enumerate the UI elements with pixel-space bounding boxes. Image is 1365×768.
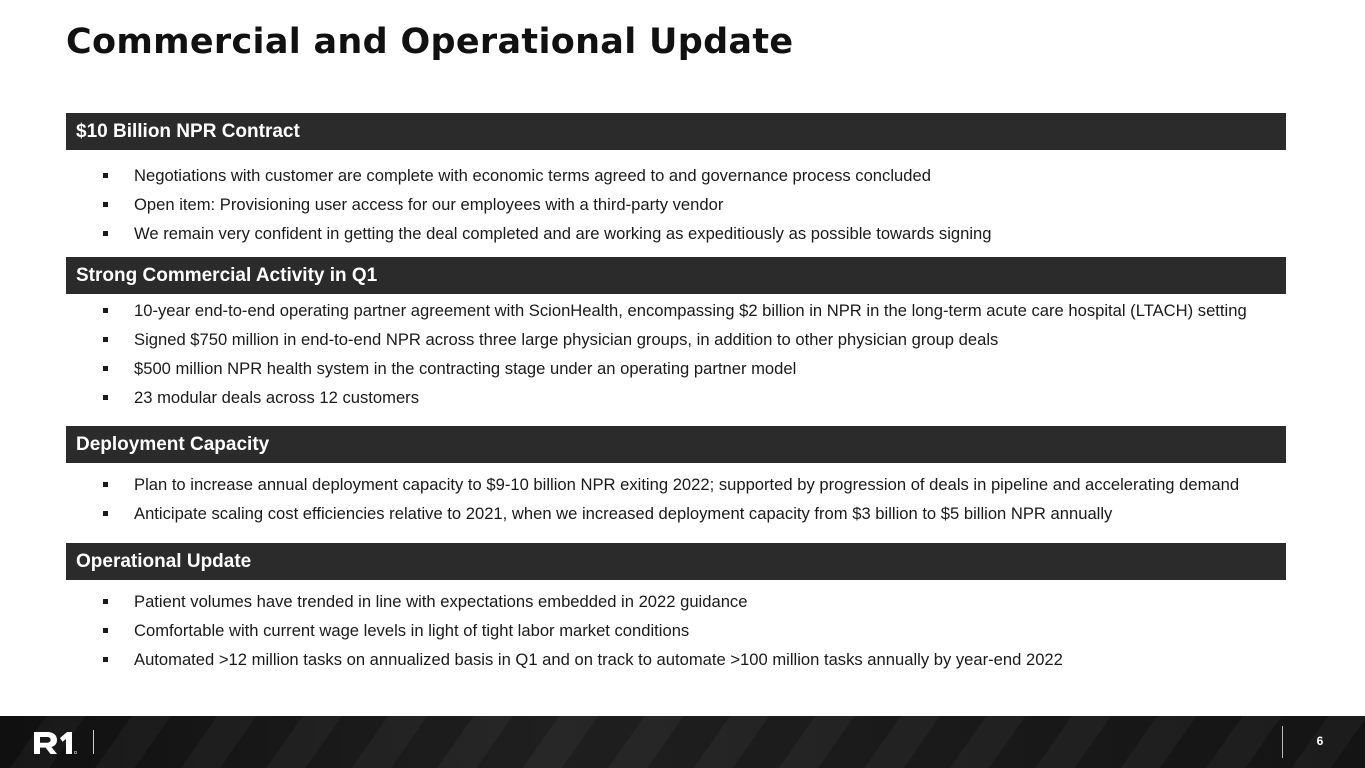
bullet-text: Plan to increase annual deployment capacity to $9-10 billion NPR exiting 2022; supported by progression of deals in pipeline and accelerating demand bbox=[134, 475, 1240, 494]
list-item bbox=[0, 647, 1365, 676]
section-header-operational-update bbox=[66, 543, 1286, 580]
bullet-text: Negotiations with customer are complete with economic terms agreed to and governance process concluded bbox=[134, 166, 931, 185]
r1-logo-icon bbox=[34, 730, 78, 756]
list-item bbox=[0, 472, 1365, 501]
bullet-list-commercial-activity bbox=[0, 298, 1365, 414]
slide-title: Commercial and Operational Update bbox=[66, 22, 794, 62]
bullet-text: Patient volumes have trended in line with expectations embedded in 2022 guidance bbox=[134, 592, 748, 611]
bullet-square-icon bbox=[103, 599, 108, 604]
bullet-square-icon bbox=[103, 482, 108, 487]
bullet-square-icon bbox=[103, 657, 108, 662]
bullet-text: Comfortable with current wage levels in light of tight labor market conditions bbox=[134, 621, 690, 640]
page-number-divider bbox=[1282, 726, 1283, 758]
bullet-square-icon bbox=[103, 202, 108, 207]
bullet-text: 10-year end-to-end operating partner agreement with ScionHealth, encompassing $2 billion in NPR in the long-term acute care hospital (LTACH) setting bbox=[134, 301, 1247, 320]
section-heading: Strong Commercial Activity in Q1 bbox=[76, 264, 378, 286]
bullet-list-operational-update bbox=[0, 589, 1365, 676]
bullet-square-icon bbox=[103, 337, 108, 342]
bullet-text: $500 million NPR health system in the contracting stage under an operating partner model bbox=[134, 359, 797, 378]
list-item bbox=[0, 298, 1365, 327]
bullet-text: Open item: Provisioning user access for our employees with a third-party vendor bbox=[134, 195, 724, 214]
list-item bbox=[0, 385, 1365, 414]
section-heading: Operational Update bbox=[76, 550, 252, 572]
bullet-list-deployment-capacity bbox=[0, 472, 1365, 530]
list-item bbox=[0, 356, 1365, 385]
bullet-list-npr-contract bbox=[0, 163, 1365, 250]
list-item bbox=[0, 618, 1365, 647]
list-item bbox=[0, 501, 1365, 530]
list-item bbox=[0, 192, 1365, 221]
section-heading: $10 Billion NPR Contract bbox=[76, 120, 300, 142]
bullet-text: We remain very confident in getting the deal completed and are working as expeditiously as possible towards signing bbox=[134, 224, 992, 243]
bullet-square-icon bbox=[103, 173, 108, 178]
list-item bbox=[0, 589, 1365, 618]
bullet-square-icon bbox=[103, 231, 108, 236]
list-item bbox=[0, 327, 1365, 356]
bullet-text: Automated >12 million tasks on annualized basis in Q1 and on track to automate >100 million tasks annually by year-end 2022 bbox=[134, 650, 1063, 669]
bullet-text: Anticipate scaling cost efficiencies relative to 2021, when we increased deployment capacity from $3 billion to $5 billion NPR annually bbox=[134, 504, 1113, 523]
bullet-square-icon bbox=[103, 511, 108, 516]
bullet-square-icon bbox=[103, 395, 108, 400]
section-header-npr-contract bbox=[66, 113, 1286, 150]
slide-footer bbox=[0, 716, 1365, 768]
bullet-square-icon bbox=[103, 366, 108, 371]
bullet-square-icon bbox=[103, 308, 108, 313]
bullet-text: 23 modular deals across 12 customers bbox=[134, 388, 419, 407]
section-header-deployment-capacity bbox=[66, 426, 1286, 463]
section-heading: Deployment Capacity bbox=[76, 433, 270, 455]
list-item bbox=[0, 163, 1365, 192]
section-header-commercial-activity bbox=[66, 257, 1286, 294]
bullet-square-icon bbox=[103, 628, 108, 633]
logo-divider bbox=[93, 730, 94, 754]
list-item bbox=[0, 221, 1365, 250]
page-number: 6 bbox=[1316, 734, 1324, 748]
bullet-text: Signed $750 million in end-to-end NPR across three large physician groups, in addition to other physician group deals bbox=[134, 330, 999, 349]
